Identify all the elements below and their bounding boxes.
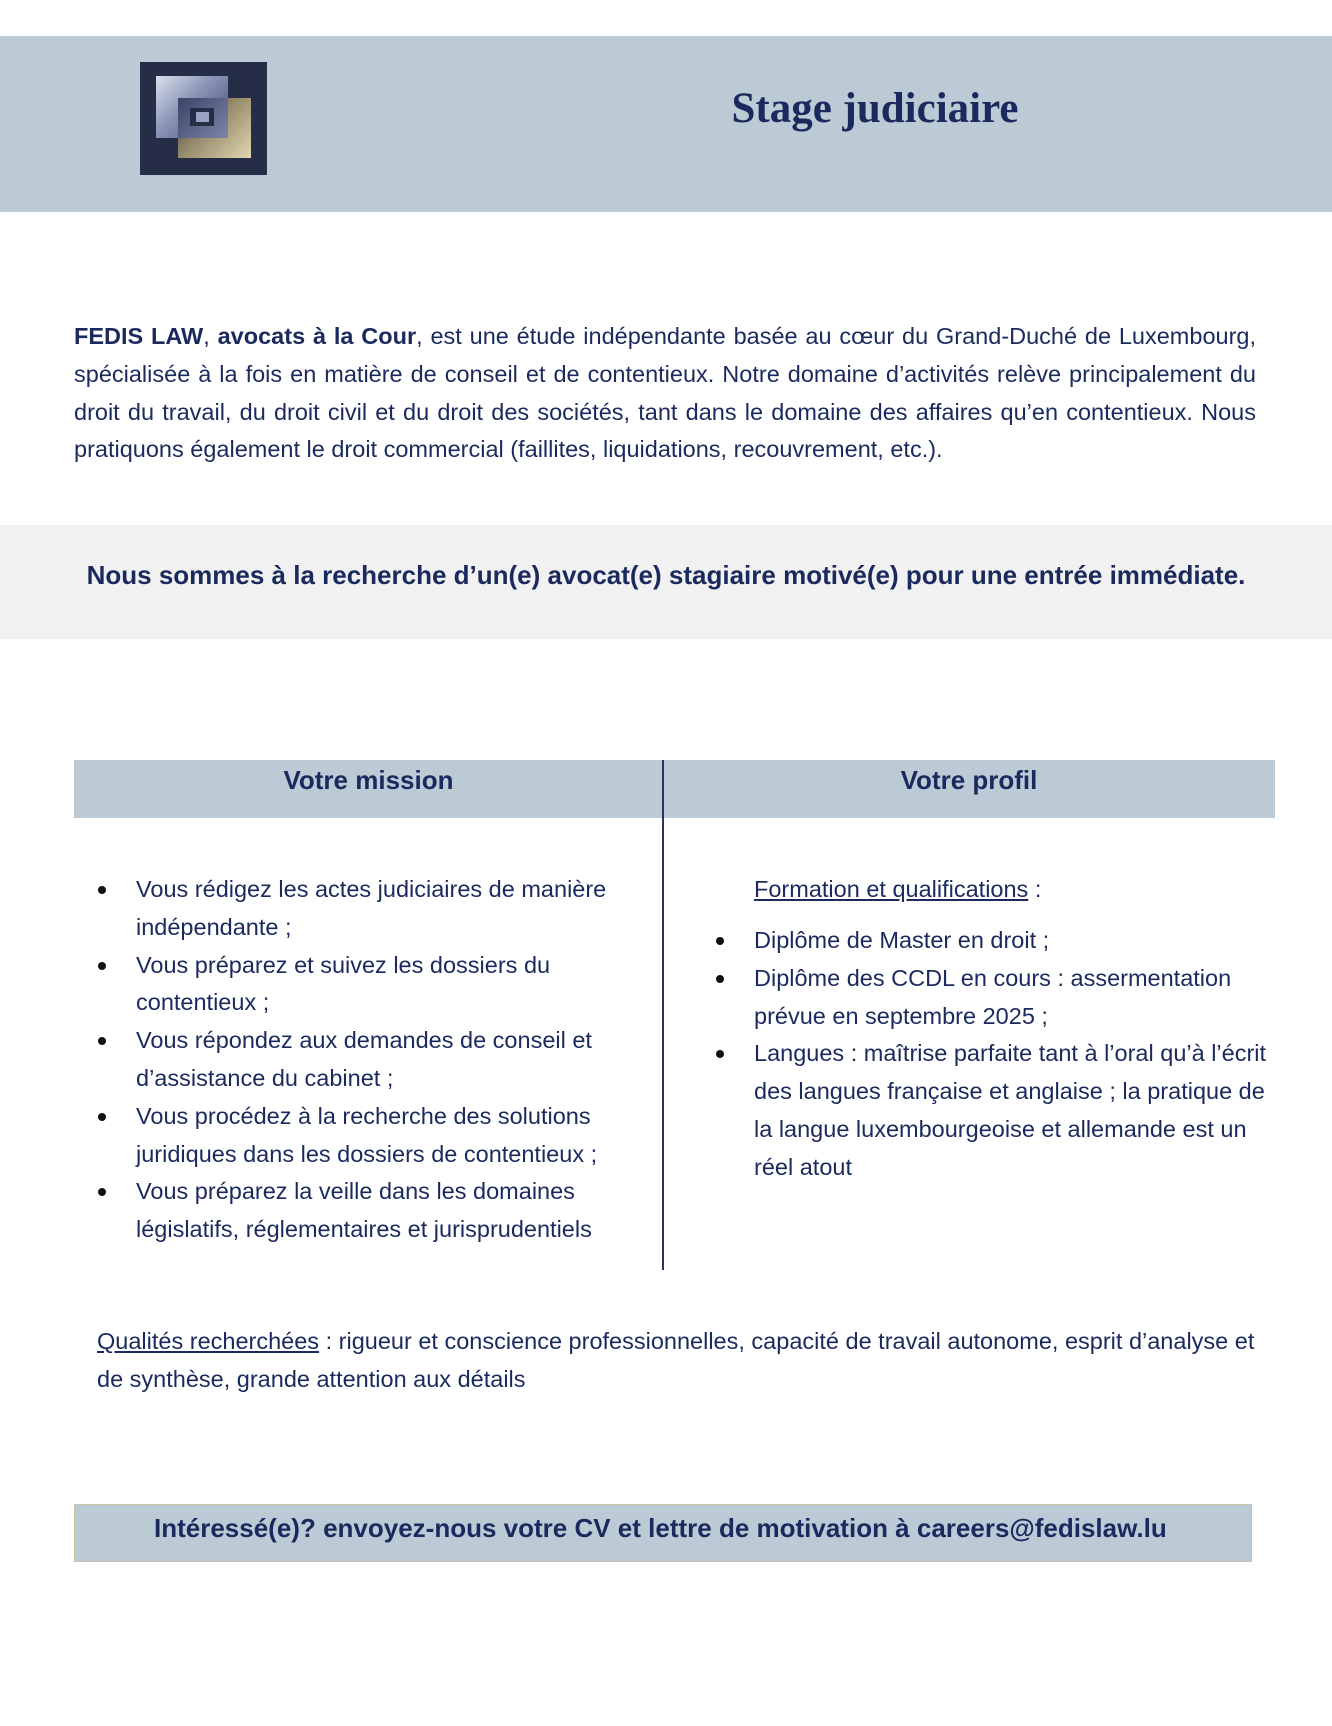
mission-list bbox=[74, 871, 644, 1249]
list-item: Vous rédigez les actes judiciaires de manière indépendante ; bbox=[74, 871, 644, 947]
firm-logo bbox=[140, 62, 267, 175]
list-item: Vous préparez la veille dans les domaines législatifs, réglementaires et jurisprudentiels bbox=[74, 1173, 644, 1249]
cta-text: Intéressé(e)? envoyez-nous votre CV et lettre de motivation à careers@fedislaw.lu bbox=[154, 1513, 1167, 1543]
page-title: Stage judiciaire bbox=[731, 85, 1019, 132]
list-item: Diplôme de Master en droit ; bbox=[692, 922, 1272, 960]
firm-title: avocats à la Cour bbox=[217, 323, 417, 349]
intro-paragraph bbox=[74, 318, 1256, 469]
list-item: Vous procédez à la recherche des solutions juridiques dans les dossiers de contentieux ; bbox=[74, 1098, 644, 1174]
qualites-paragraph bbox=[97, 1323, 1257, 1399]
formation-suffix: : bbox=[1028, 876, 1042, 902]
formation-label: Formation et qualifications bbox=[754, 876, 1029, 902]
formation-heading bbox=[754, 871, 1041, 909]
intro-separator: , bbox=[203, 323, 218, 349]
list-item: Diplôme des CCDL en cours : assermentation prévue en septembre 2025 ; bbox=[692, 960, 1272, 1036]
intro-text: , est une étude indépendante basée au cœur du Grand-Duché de Luxembourg, spécialisée à la fois en matière de conseil et de contentieux. Notre domaine d’activités relève principalement du droit du travail, du droit civil et du droit des sociétés, tant dans le domaine des affaires qu’en contentieux. Nous pratiquons également le droit commercial (faillites, liquidations, recouvrement, etc.). bbox=[74, 323, 1257, 463]
list-item: Vous répondez aux demandes de conseil et d’assistance du cabinet ; bbox=[74, 1022, 644, 1098]
list-item: Langues : maîtrise parfaite tant à l’oral qu’à l’écrit des langues française et anglaise ; la pratique de la langue luxembourgeoise et allemande est un réel atout bbox=[692, 1035, 1272, 1186]
search-announcement: Nous sommes à la recherche d’un(e) avocat(e) stagiaire motivé(e) pour une entrée immédiate. bbox=[86, 560, 1246, 590]
mission-heading: Votre mission bbox=[74, 760, 663, 818]
profil-heading: Votre profil bbox=[663, 760, 1275, 818]
firm-name: FEDIS LAW bbox=[74, 323, 204, 349]
qualites-label: Qualités recherchées bbox=[97, 1328, 320, 1354]
profil-list bbox=[692, 922, 1272, 1187]
list-item: Vous préparez et suivez les dossiers du contentieux ; bbox=[74, 947, 644, 1023]
qualites-text: : rigueur et conscience professionnelles, capacité de travail autonome, esprit d’analyse et de synthèse, grande attention aux détails bbox=[97, 1328, 1255, 1392]
column-divider bbox=[662, 760, 664, 1270]
